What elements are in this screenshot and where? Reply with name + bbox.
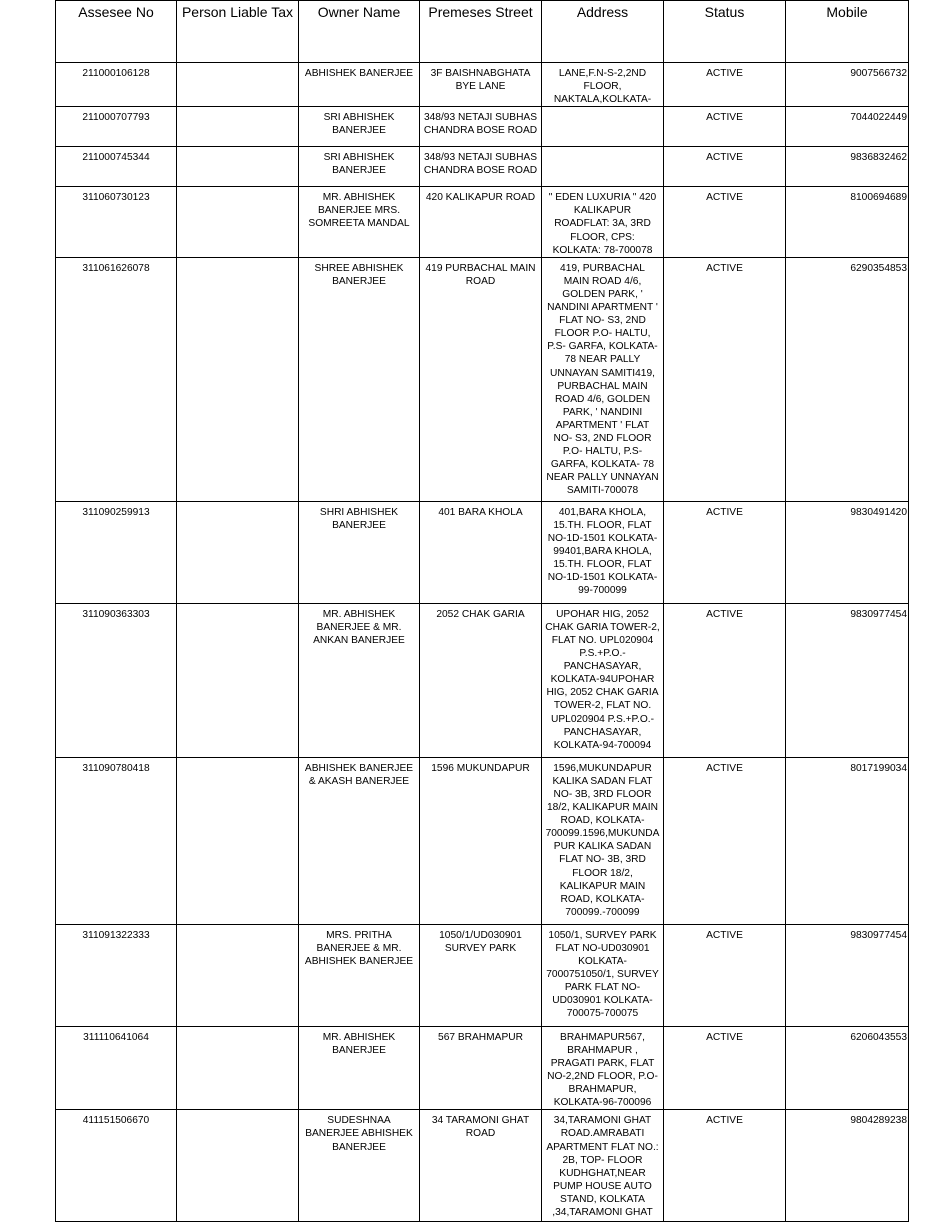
mobile-cell: 7044022449 xyxy=(786,107,909,147)
table-row xyxy=(56,603,909,757)
address-cell xyxy=(542,147,664,187)
table-row xyxy=(56,187,909,257)
person-liable-cell xyxy=(177,63,299,107)
table-row xyxy=(56,1110,909,1222)
person-liable-cell xyxy=(177,147,299,187)
assesee-no-cell: 311061626078 xyxy=(56,257,177,501)
status-cell: ACTIVE xyxy=(664,1026,786,1110)
person-liable-cell xyxy=(177,924,299,1026)
address-cell: UPOHAR HIG, 2052 CHAK GARIA TOWER-2, FLAT NO. UPL020904 P.S.+P.O.- PANCHASAYAR, KOLKATA-94UPOHAR HIG, 2052 CHAK GARIA TOWER-2, FLAT NO. UPL020904 P.S.+P.O.- PANCHASAYAR, KOLKATA-94-700094 xyxy=(542,603,664,757)
owner-name-cell: SHREE ABHISHEK BANERJEE xyxy=(299,257,420,501)
assessee-table xyxy=(55,0,909,1222)
person-liable-cell xyxy=(177,603,299,757)
table-row xyxy=(56,757,909,924)
status-cell: ACTIVE xyxy=(664,257,786,501)
owner-name-cell: ABHISHEK BANERJEE xyxy=(299,63,420,107)
mobile-cell: 6206043553 xyxy=(786,1026,909,1110)
header-owner-name: Owner Name xyxy=(299,1,420,63)
status-cell: ACTIVE xyxy=(664,501,786,603)
premeses-street-cell: 348/93 NETAJI SUBHAS CHANDRA BOSE ROAD xyxy=(420,147,542,187)
person-liable-cell xyxy=(177,107,299,147)
owner-name-cell: ABHISHEK BANERJEE & AKASH BANERJEE xyxy=(299,757,420,924)
table-row xyxy=(56,501,909,603)
premeses-street-cell: 567 BRAHMAPUR xyxy=(420,1026,542,1110)
owner-name-cell: MR. ABHISHEK BANERJEE xyxy=(299,1026,420,1110)
assesee-no-cell: 411151506670 xyxy=(56,1110,177,1222)
address-cell: 1050/1, SURVEY PARK FLAT NO-UD030901 KOLKATA- 7000751050/1, SURVEY PARK FLAT NO- UD030901 KOLKATA- 700075-700075 xyxy=(542,924,664,1026)
header-assesee-no: Assesee No xyxy=(56,1,177,63)
owner-name-cell: SRI ABHISHEK BANERJEE xyxy=(299,107,420,147)
owner-name-cell: SUDESHNAA BANERJEE ABHISHEK BANERJEE xyxy=(299,1110,420,1222)
mobile-cell: 9830977454 xyxy=(786,603,909,757)
person-liable-cell xyxy=(177,187,299,257)
premeses-street-cell: 348/93 NETAJI SUBHAS CHANDRA BOSE ROAD xyxy=(420,107,542,147)
address-cell xyxy=(542,107,664,147)
address-cell: BRAHMAPUR567, BRAHMAPUR , PRAGATI PARK, FLAT NO-2,2ND FLOOR, P.O- BRAHMAPUR, KOLKATA-96-700096 xyxy=(542,1026,664,1110)
assesee-no-cell: 311060730123 xyxy=(56,187,177,257)
table-row xyxy=(56,924,909,1026)
address-cell: LANE,F.N-S-2,2ND FLOOR, NAKTALA,KOLKATA- xyxy=(542,63,664,107)
person-liable-cell xyxy=(177,1026,299,1110)
status-cell: ACTIVE xyxy=(664,187,786,257)
person-liable-cell xyxy=(177,501,299,603)
header-premeses-street: Premeses Street xyxy=(420,1,542,63)
address-cell: 34,TARAMONI GHAT ROAD.AMRABATI APARTMENT FLAT NO.: 2B, TOP- FLOOR KUDHGHAT,NEAR PUMP HOUSE AUTO STAND, KOLKATA ,34,TARAMONI GHAT xyxy=(542,1110,664,1222)
assesee-no-cell: 311090363303 xyxy=(56,603,177,757)
premeses-street-cell: 419 PURBACHAL MAIN ROAD xyxy=(420,257,542,501)
owner-name-cell: MR. ABHISHEK BANERJEE & MR. ANKAN BANERJEE xyxy=(299,603,420,757)
mobile-cell: 6290354853 xyxy=(786,257,909,501)
mobile-cell: 8017199034 xyxy=(786,757,909,924)
person-liable-cell xyxy=(177,1110,299,1222)
assesee-no-cell: 211000745344 xyxy=(56,147,177,187)
assesee-no-cell: 311110641064 xyxy=(56,1026,177,1110)
premeses-street-cell: 3F BAISHNABGHATA BYE LANE xyxy=(420,63,542,107)
premeses-street-cell: 401 BARA KHOLA xyxy=(420,501,542,603)
header-row xyxy=(56,1,909,63)
mobile-cell: 9836832462 xyxy=(786,147,909,187)
premeses-street-cell: 1050/1/UD030901 SURVEY PARK xyxy=(420,924,542,1026)
mobile-cell: 8100694689 xyxy=(786,187,909,257)
address-cell: 419, PURBACHAL MAIN ROAD 4/6, GOLDEN PARK, ' NANDINI APARTMENT ' FLAT NO- S3, 2ND FLOOR P.O- HALTU, P.S- GARFA, KOLKATA- 78 NEAR PALLY UNNAYAN SAMITI419, PURBACHAL MAIN ROAD 4/6, GOLDEN PARK, ' NANDINI APARTMENT ' FLAT NO- S3, 2ND FLOOR P.O- HALTU, P.S- GARFA, KOLKATA- 78 NEAR PALLY UNNAYAN SAMITI-700078 xyxy=(542,257,664,501)
table-row xyxy=(56,1026,909,1110)
person-liable-cell xyxy=(177,257,299,501)
status-cell: ACTIVE xyxy=(664,757,786,924)
address-cell: 401,BARA KHOLA, 15.TH. FLOOR, FLAT NO-1D-1501 KOLKATA- 99401,BARA KHOLA, 15.TH. FLOOR, FLAT NO-1D-1501 KOLKATA- 99-700099 xyxy=(542,501,664,603)
assesee-no-cell: 211000106128 xyxy=(56,63,177,107)
header-address: Address xyxy=(542,1,664,63)
header-status: Status xyxy=(664,1,786,63)
assesee-no-cell: 211000707793 xyxy=(56,107,177,147)
status-cell: ACTIVE xyxy=(664,63,786,107)
address-cell: " EDEN LUXURIA " 420 KALIKAPUR ROADFLAT: 3A, 3RD FLOOR, CPS: KOLKATA: 78-700078 xyxy=(542,187,664,257)
premeses-street-cell: 2052 CHAK GARIA xyxy=(420,603,542,757)
status-cell: ACTIVE xyxy=(664,1110,786,1222)
table-row xyxy=(56,147,909,187)
mobile-cell: 9830977454 xyxy=(786,924,909,1026)
status-cell: ACTIVE xyxy=(664,603,786,757)
header-mobile: Mobile xyxy=(786,1,909,63)
premeses-street-cell: 420 KALIKAPUR ROAD xyxy=(420,187,542,257)
premeses-street-cell: 1596 MUKUNDAPUR xyxy=(420,757,542,924)
owner-name-cell: MR. ABHISHEK BANERJEE MRS. SOMREETA MANDAL xyxy=(299,187,420,257)
mobile-cell: 9007566732 xyxy=(786,63,909,107)
person-liable-cell xyxy=(177,757,299,924)
assesee-no-cell: 311090780418 xyxy=(56,757,177,924)
owner-name-cell: MRS. PRITHA BANERJEE & MR. ABHISHEK BANERJEE xyxy=(299,924,420,1026)
owner-name-cell: SRI ABHISHEK BANERJEE xyxy=(299,147,420,187)
owner-name-cell: SHRI ABHISHEK BANERJEE xyxy=(299,501,420,603)
table-row xyxy=(56,107,909,147)
premeses-street-cell: 34 TARAMONI GHAT ROAD xyxy=(420,1110,542,1222)
header-person-liable-tax: Person Liable Tax xyxy=(177,1,299,63)
mobile-cell: 9804289238 xyxy=(786,1110,909,1222)
table-row xyxy=(56,257,909,501)
status-cell: ACTIVE xyxy=(664,107,786,147)
mobile-cell: 9830491420 xyxy=(786,501,909,603)
assesee-no-cell: 311090259913 xyxy=(56,501,177,603)
assesee-no-cell: 311091322333 xyxy=(56,924,177,1026)
status-cell: ACTIVE xyxy=(664,924,786,1026)
table-row xyxy=(56,63,909,107)
status-cell: ACTIVE xyxy=(664,147,786,187)
address-cell: 1596,MUKUNDAPUR KALIKA SADAN FLAT NO- 3B, 3RD FLOOR 18/2, KALIKAPUR MAIN ROAD, KOLKATA- 700099.1596,MUKUNDA PUR KALIKA SADAN FLAT NO- 3B, 3RD FLOOR 18/2, KALIKAPUR MAIN ROAD, KOLKATA- 700099.-700099 xyxy=(542,757,664,924)
